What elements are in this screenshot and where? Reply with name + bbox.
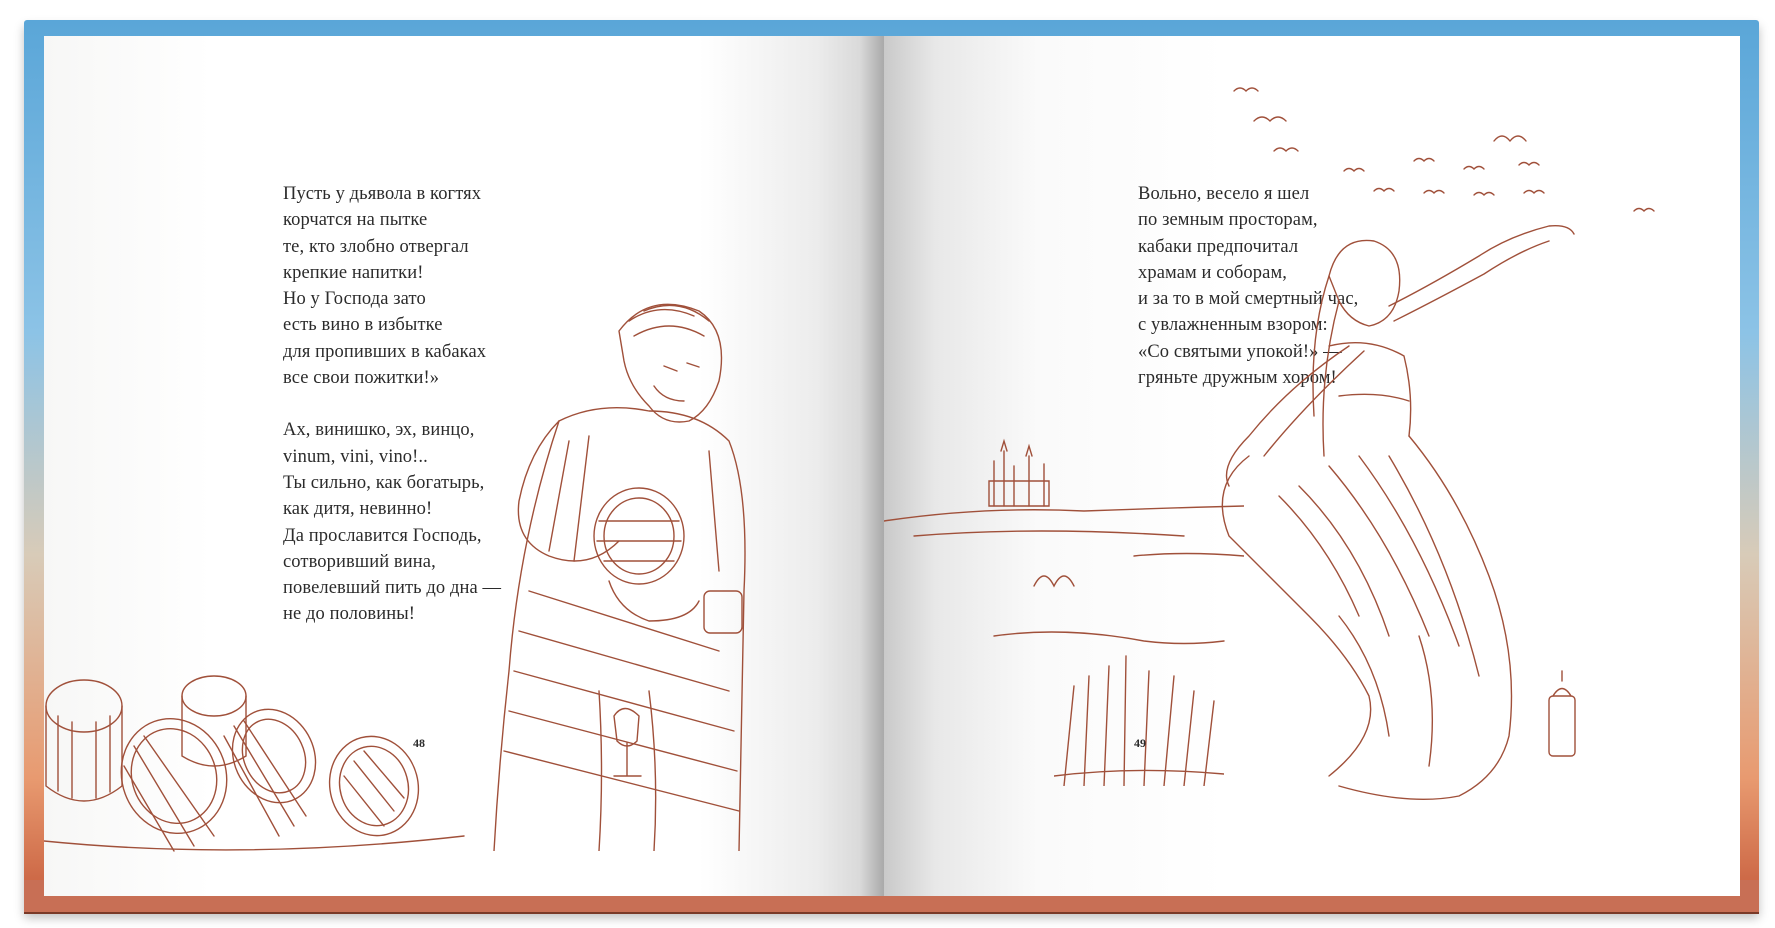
left-page [44,36,884,896]
verse-line: не до половины! [283,604,416,625]
verse-line: крепкие напитки! [283,262,424,283]
verse-line: все свои пожитки!» [283,368,440,389]
page-number-right: 49 [1134,736,1146,750]
verse-line: храмам и соборам, [1138,262,1287,283]
verse-line: и за то в мой смертный час, [1138,289,1359,310]
page-number-left: 48 [413,736,425,750]
verse-line: те, кто злобно отвергал [283,236,469,257]
verse-line: кабаки предпочитал [1138,236,1299,257]
verse-line: Но у Господа зато [283,289,426,310]
verse-line: Ты сильно, как богатырь, [283,472,485,493]
verse-line: по земным просторам, [1138,210,1318,231]
right-page [884,36,1740,896]
verse-line: корчатся на пытке [283,210,428,231]
barrels-illustration [44,666,474,866]
verse-line: Ах, винишко, эх, винцо, [283,420,475,441]
verse-line: для пропивших в кабаках [283,341,487,362]
verse-line: есть вино в избытке [283,315,443,336]
dancing-woman-illustration [1189,216,1629,816]
verse-line: гряньте дружным хором! [1138,368,1337,389]
verse-line: как дитя, невинно! [283,499,433,520]
verse-line: Вольно, весело я шел [1138,184,1310,204]
verse-line: Пусть у дьявола в когтях [283,184,482,204]
verse-line: Да прославится Господь, [283,525,482,546]
verse-line: «Со святыми упокой!» — [1138,341,1342,362]
verse-line: повелевший пить до дна — [283,578,502,599]
verse-line: сотворивший вина, [283,551,436,572]
verse-line: vinum, vini, vino!.. [283,446,428,467]
man-with-jug-illustration [449,291,749,851]
verse-line: с увлажненным взором: [1138,315,1328,336]
birds-illustration [1214,81,1664,221]
